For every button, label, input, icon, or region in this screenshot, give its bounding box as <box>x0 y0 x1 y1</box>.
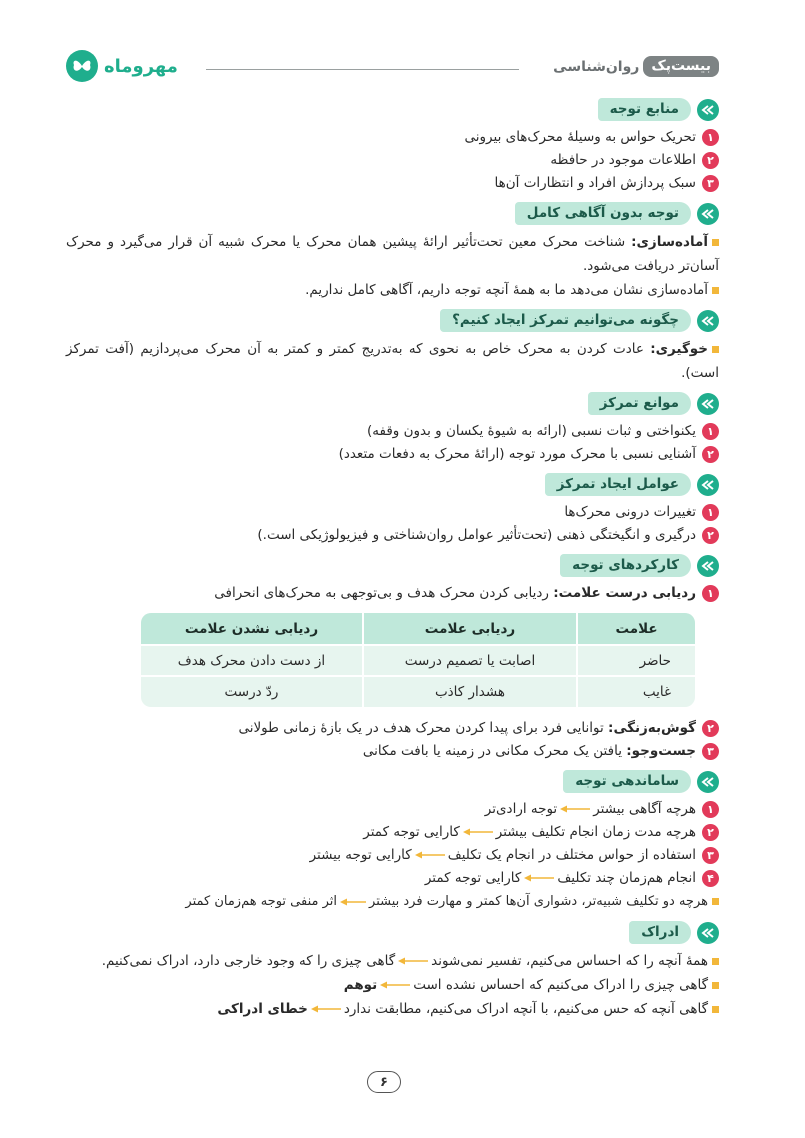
list-item <box>66 867 719 890</box>
section-label: موانع تمرکز <box>588 392 691 415</box>
arrow-left-icon <box>415 851 445 859</box>
section-label: چگونه می‌توانیم تمرکز ایجاد کنیم؟ <box>440 309 691 332</box>
bullet-paragraph <box>66 230 719 278</box>
bullet-paragraph <box>66 997 719 1021</box>
list-item-text: تحریک حواس به وسیلهٔ محرک‌های بیرونی <box>464 129 696 145</box>
section-label: عوامل ایجاد تمرکز <box>545 473 691 496</box>
list-item <box>66 740 719 763</box>
table-row <box>141 676 695 707</box>
section-title <box>66 770 719 793</box>
number-badge: ۱ <box>702 423 719 440</box>
bullet-paragraph <box>66 949 719 973</box>
list-item-text: درگیری و انگیختگی ذهنی (تحت‌تأثیر عوامل روان‌شناختی و فیزیولوژیکی است.) <box>257 527 696 543</box>
square-bullet-icon <box>712 958 719 965</box>
number-badge: ۲ <box>702 446 719 463</box>
number-badge: ۳ <box>702 847 719 864</box>
table-cell: غایب <box>577 676 695 707</box>
list-item <box>66 798 719 821</box>
double-chevron-icon <box>697 771 719 793</box>
number-badge: ۳ <box>702 743 719 760</box>
book-tag <box>553 56 719 77</box>
cause-text: گاهی آنچه که حس می‌کنیم، با آنچه ادراک می‌کنیم، مطابقت ندارد <box>343 1001 708 1017</box>
section-title <box>66 921 719 944</box>
section-title <box>66 473 719 496</box>
list-item-text <box>310 844 696 867</box>
bullet-text: آماده‌سازی نشان می‌دهد ما به همهٔ آنچه توجه داریم، آگاهی کامل نداریم. <box>305 282 708 298</box>
section-label: ساماندهی توجه <box>563 770 691 793</box>
term: گوش‌به‌زنگی: <box>608 720 696 736</box>
butterfly-logo-icon <box>66 50 98 82</box>
effect-text: کارایی توجه کمتر <box>363 824 460 840</box>
cause-text: هرچه مدت زمان انجام تکلیف بیشتر <box>495 824 696 840</box>
list-item-text: سبک پردازش افراد و انتظارات آن‌ها <box>494 175 696 191</box>
section-title <box>66 98 719 121</box>
effect-text: توهم <box>343 977 378 993</box>
list-item-text: اطلاعات موجود در حافظه <box>550 152 696 168</box>
table-cell: اصابت یا تصمیم درست <box>363 645 577 676</box>
list-item <box>66 149 719 172</box>
term: خوگیری: <box>650 341 708 357</box>
section-title <box>66 309 719 332</box>
number-badge: ۲ <box>702 720 719 737</box>
cause-text: هرچه آگاهی بیشتر <box>593 801 696 817</box>
page-content <box>66 98 719 1021</box>
signal-detection-table <box>141 613 695 707</box>
term: آماده‌سازی: <box>631 234 708 250</box>
table-header-cell: ردیابی نشدن علامت <box>141 613 363 645</box>
brand <box>66 50 178 82</box>
square-bullet-icon <box>712 287 719 294</box>
table-header-row <box>141 613 695 645</box>
number-badge: ۱ <box>702 801 719 818</box>
list-item <box>66 717 719 740</box>
square-bullet-icon <box>712 1006 719 1013</box>
list-item-text <box>425 867 696 890</box>
table-cell: هشدار کاذب <box>363 676 577 707</box>
cause-text: استفاده از حواس مختلف در انجام یک تکلیف <box>447 847 696 863</box>
square-bullet-icon <box>712 346 719 353</box>
term: ردیابی درست علامت: <box>553 585 696 601</box>
effect-text: کارایی توجه کمتر <box>424 870 522 886</box>
double-chevron-icon <box>697 474 719 496</box>
table-cell: حاضر <box>577 645 695 676</box>
number-badge: ۳ <box>702 175 719 192</box>
list-item-text <box>485 798 696 821</box>
header-divider <box>206 69 519 70</box>
book-subject: روان‌شناسی <box>553 58 640 75</box>
definition: عادت کردن به محرک خاص به نحوی که به‌تدریج کمتر و کمتر به آن محرک می‌پردازیم (آفت تمرکز است). <box>66 341 719 381</box>
table-cell: ردّ درست <box>141 676 363 707</box>
double-chevron-icon <box>697 310 719 332</box>
arrow-left-icon <box>311 1005 341 1013</box>
section-label: ادراک <box>629 921 691 944</box>
cause-text: همهٔ آنچه را که احساس می‌کنیم، تفسیر نمی‌شوند <box>431 953 708 969</box>
square-bullet-icon <box>712 898 719 905</box>
cause-text: گاهی چیزی را ادراک می‌کنیم که احساس نشده است <box>413 977 708 993</box>
section-label: کارکردهای توجه <box>560 554 691 577</box>
double-chevron-icon <box>697 203 719 225</box>
arrow-left-icon <box>560 805 590 813</box>
page-header <box>66 50 719 86</box>
effect-text: خطای ادراکی <box>217 1001 308 1017</box>
list-item-text: آشنایی نسبی با محرک مورد توجه (ارائهٔ محرک به دفعات متعدد) <box>338 446 696 462</box>
list-item-text: یکنواختی و ثبات نسبی (ارائه به شیوهٔ یکسان و بدون وقفه) <box>367 423 696 439</box>
square-bullet-icon <box>712 982 719 989</box>
list-item <box>66 126 719 149</box>
arrow-left-icon <box>380 981 410 989</box>
list-item <box>66 443 719 466</box>
list-item <box>66 582 719 605</box>
brand-name: مهروماه <box>104 55 178 77</box>
list-item-text: تغییرات درونی محرک‌ها <box>564 504 696 520</box>
effect-text: اثر منفی توجه هم‌زمان کمتر <box>185 894 338 909</box>
list-item <box>66 844 719 867</box>
double-chevron-icon <box>697 393 719 415</box>
list-item-text <box>214 582 696 605</box>
bullet-paragraph <box>66 278 719 302</box>
list-item <box>66 420 719 443</box>
square-bullet-icon <box>712 239 719 246</box>
number-badge: ۲ <box>702 824 719 841</box>
arrow-left-icon <box>398 957 428 965</box>
book-name: بیست‌پک <box>643 56 719 77</box>
definition: شناخت محرک معین تحت‌تأثیر ارائهٔ پیشین همان محرک یا محرک شبیه آن قرار می‌گیرد و محرک آسان‌تر دریافت می‌شود. <box>66 234 719 274</box>
list-item-text <box>363 740 696 763</box>
table-cell: از دست دادن محرک هدف <box>141 645 363 676</box>
cause-text: هرچه دو تکلیف شبیه‌تر، دشواری آن‌ها کمتر و مهارت فرد بیشتر <box>369 894 708 909</box>
bullet-paragraph <box>66 890 719 914</box>
bullet-paragraph <box>66 337 719 385</box>
list-item-text <box>238 717 696 740</box>
section-title <box>66 554 719 577</box>
table-header-cell: ردیابی علامت <box>363 613 577 645</box>
table-header-cell: علامت <box>577 613 695 645</box>
arrow-left-icon <box>340 898 366 906</box>
cause-text: انجام هم‌زمان چند تکلیف <box>557 870 696 886</box>
number-badge: ۲ <box>702 527 719 544</box>
list-item-text <box>363 821 696 844</box>
effect-text: کارایی توجه بیشتر <box>309 847 412 863</box>
definition: یافتن یک محرک مکانی در زمینه یا بافت مکانی <box>362 743 627 759</box>
list-item <box>66 524 719 547</box>
definition: ردیابی کردن محرک هدف و بی‌توجهی به محرک‌های انحرافی <box>214 585 554 601</box>
double-chevron-icon <box>697 99 719 121</box>
double-chevron-icon <box>697 922 719 944</box>
term: جست‌وجو: <box>626 743 696 759</box>
arrow-left-icon <box>463 828 493 836</box>
bullet-paragraph <box>66 973 719 997</box>
section-label: توجه بدون آگاهی کامل <box>515 202 691 225</box>
number-badge: ۱ <box>702 129 719 146</box>
effect-text: گاهی چیزی را که وجود خارجی دارد، ادراک نمی‌کنیم. <box>101 953 396 969</box>
section-label: منابع توجه <box>598 98 691 121</box>
number-badge: ۲ <box>702 152 719 169</box>
number-badge: ۴ <box>702 870 719 887</box>
page-number: ۶ <box>367 1071 401 1093</box>
arrow-left-icon <box>524 874 554 882</box>
list-item <box>66 821 719 844</box>
definition: توانایی فرد برای پیدا کردن محرک هدف در یک بازهٔ زمانی طولانی <box>238 720 609 736</box>
section-title <box>66 392 719 415</box>
double-chevron-icon <box>697 555 719 577</box>
list-item <box>66 501 719 524</box>
table-row <box>141 645 695 676</box>
number-badge: ۱ <box>702 504 719 521</box>
list-item <box>66 172 719 195</box>
effect-text: توجه ارادی‌تر <box>484 801 558 817</box>
number-badge: ۱ <box>702 585 719 602</box>
section-title <box>66 202 719 225</box>
